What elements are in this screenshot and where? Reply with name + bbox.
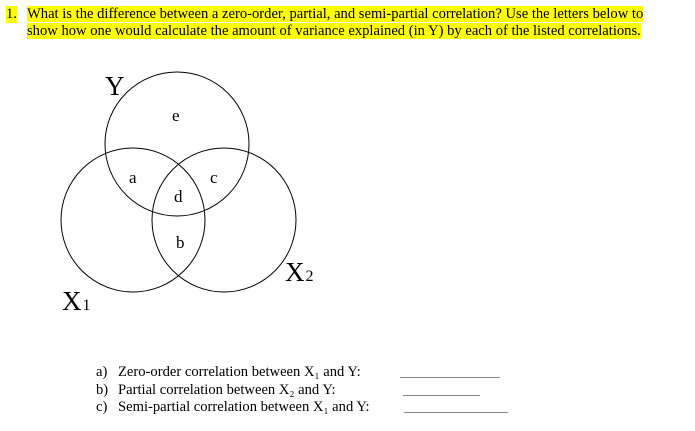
region-b: b xyxy=(176,233,185,252)
item-b-letter: b) xyxy=(96,381,109,398)
label-x2-base: X xyxy=(285,257,305,287)
label-y: Y xyxy=(105,71,125,101)
label-x2-sub: 2 xyxy=(305,268,314,285)
question-text: What is the difference between a zero-order, partial, and semi-partial correlation? Use the letters below to show how one would calculate the amount of variance explained (in Y) by each of the listed correlations. xyxy=(27,6,644,39)
region-d: d xyxy=(174,187,183,206)
item-a-answer-blank[interactable] xyxy=(400,377,500,378)
circle-x2 xyxy=(152,148,296,292)
item-c-letter: c) xyxy=(96,399,108,415)
item-a-letter: a) xyxy=(96,364,108,380)
label-x1-sub: 1 xyxy=(82,297,91,314)
label-x1-base: X xyxy=(62,286,82,316)
region-a: a xyxy=(129,168,137,187)
question-number: 1. xyxy=(6,6,17,22)
item-c-answer-blank[interactable] xyxy=(404,412,508,413)
region-c: c xyxy=(210,168,218,187)
region-e: e xyxy=(172,106,180,125)
label-x1 xyxy=(62,286,91,316)
item-a-text: Zero-order correlation between X₁ and Y: xyxy=(118,364,361,380)
item-b-answer-blank[interactable] xyxy=(403,395,480,396)
item-c-text: Semi-partial correlation between X₁ and Y: xyxy=(118,399,370,415)
label-x2 xyxy=(285,257,314,287)
item-b-text: Partial correlation between X₂ and Y: xyxy=(118,381,336,398)
